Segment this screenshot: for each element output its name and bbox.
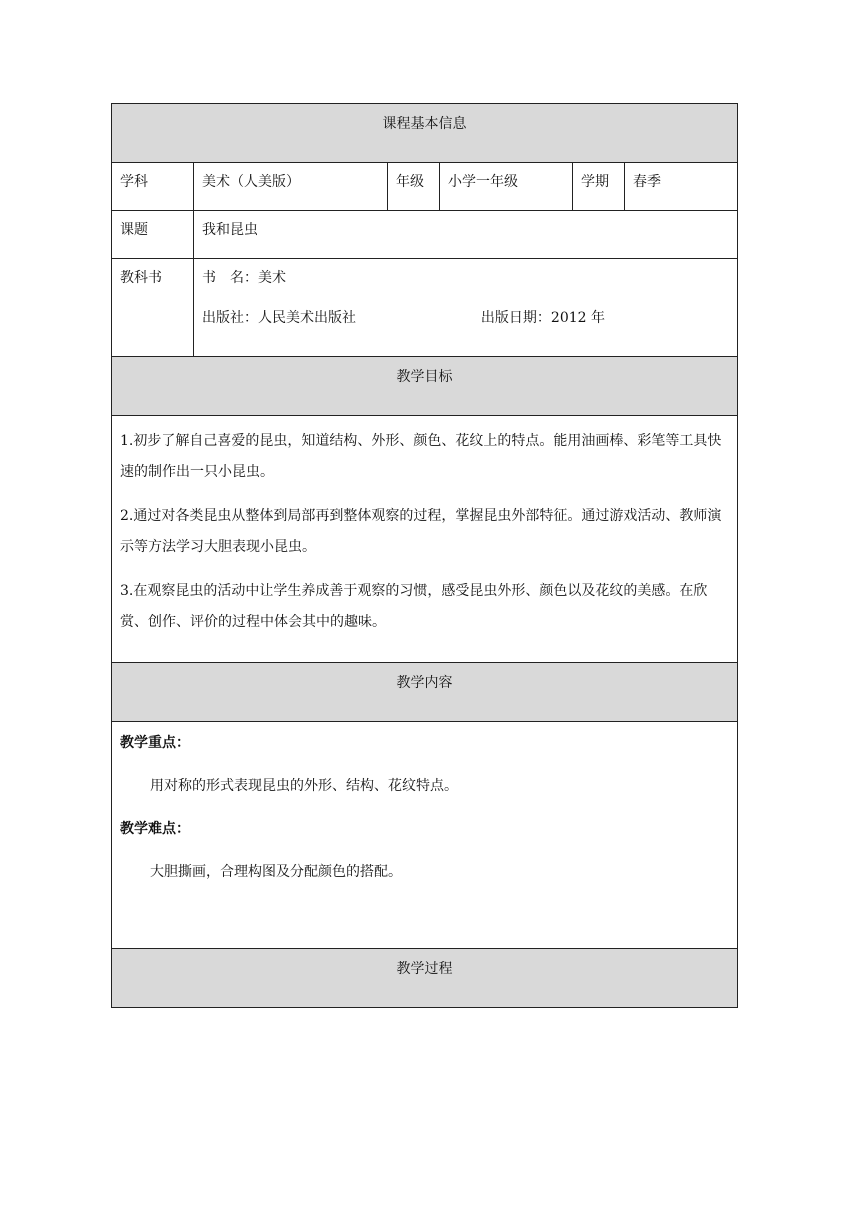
pub-date: 出版日期：2012 年 xyxy=(480,310,605,326)
grade-value: 小学一年级 xyxy=(440,163,573,211)
section-title: 教学目标 xyxy=(112,357,738,416)
publisher: 出版社：人民美术出版社 xyxy=(202,310,356,326)
subject-label: 学科 xyxy=(112,163,194,211)
section-header-process xyxy=(112,949,738,1008)
objective-item: 2.通过对各类昆虫从整体到局部再到整体观察的过程，掌握昆虫外部特征。通过游戏活动、教师演示等方法学习大胆表现小昆虫。 xyxy=(120,508,722,555)
difficulty-label: 教学难点： xyxy=(120,821,190,837)
textbook-details xyxy=(194,259,738,357)
section-title: 教学过程 xyxy=(112,949,738,1008)
textbook-label: 教科书 xyxy=(112,259,194,357)
lesson-plan-table xyxy=(111,103,737,1008)
key-point-label: 教学重点： xyxy=(120,735,190,751)
book-name: 书 名：美术 xyxy=(202,270,286,286)
objective-item: 3.在观察昆虫的活动中让学生养成善于观察的习惯，感受昆虫外形、颜色以及花纹的美感。在欣赏、创作、评价的过程中体会其中的趣味。 xyxy=(120,583,708,630)
term-value: 春季 xyxy=(625,163,738,211)
objectives-cell xyxy=(112,416,738,663)
topic-row xyxy=(112,211,738,259)
section-title: 教学内容 xyxy=(112,663,738,722)
section-title: 课程基本信息 xyxy=(112,104,738,163)
section-header-content xyxy=(112,663,738,722)
subject-value: 美术（人美版） xyxy=(194,163,388,211)
publisher-line xyxy=(202,308,737,336)
info-table xyxy=(111,103,738,1008)
key-point-text: 用对称的形式表现昆虫的外形、结构、花纹特点。 xyxy=(150,778,458,794)
subject-row xyxy=(112,163,738,211)
content-row xyxy=(112,722,738,949)
content-cell xyxy=(112,722,738,949)
objectives-row xyxy=(112,416,738,663)
objective-item: 1.初步了解自己喜爱的昆虫，知道结构、外形、颜色、花纹上的特点。能用油画棒、彩笔等工具快速的制作出一只小昆虫。 xyxy=(120,433,722,480)
term-label: 学期 xyxy=(573,163,625,211)
section-header-objectives xyxy=(112,357,738,416)
topic-label: 课题 xyxy=(112,211,194,259)
difficulty-text: 大胆撕画，合理构图及分配颜色的搭配。 xyxy=(150,864,402,880)
topic-value: 我和昆虫 xyxy=(194,211,738,259)
section-header-basic-info xyxy=(112,104,738,163)
textbook-row xyxy=(112,259,738,357)
grade-label: 年级 xyxy=(388,163,440,211)
